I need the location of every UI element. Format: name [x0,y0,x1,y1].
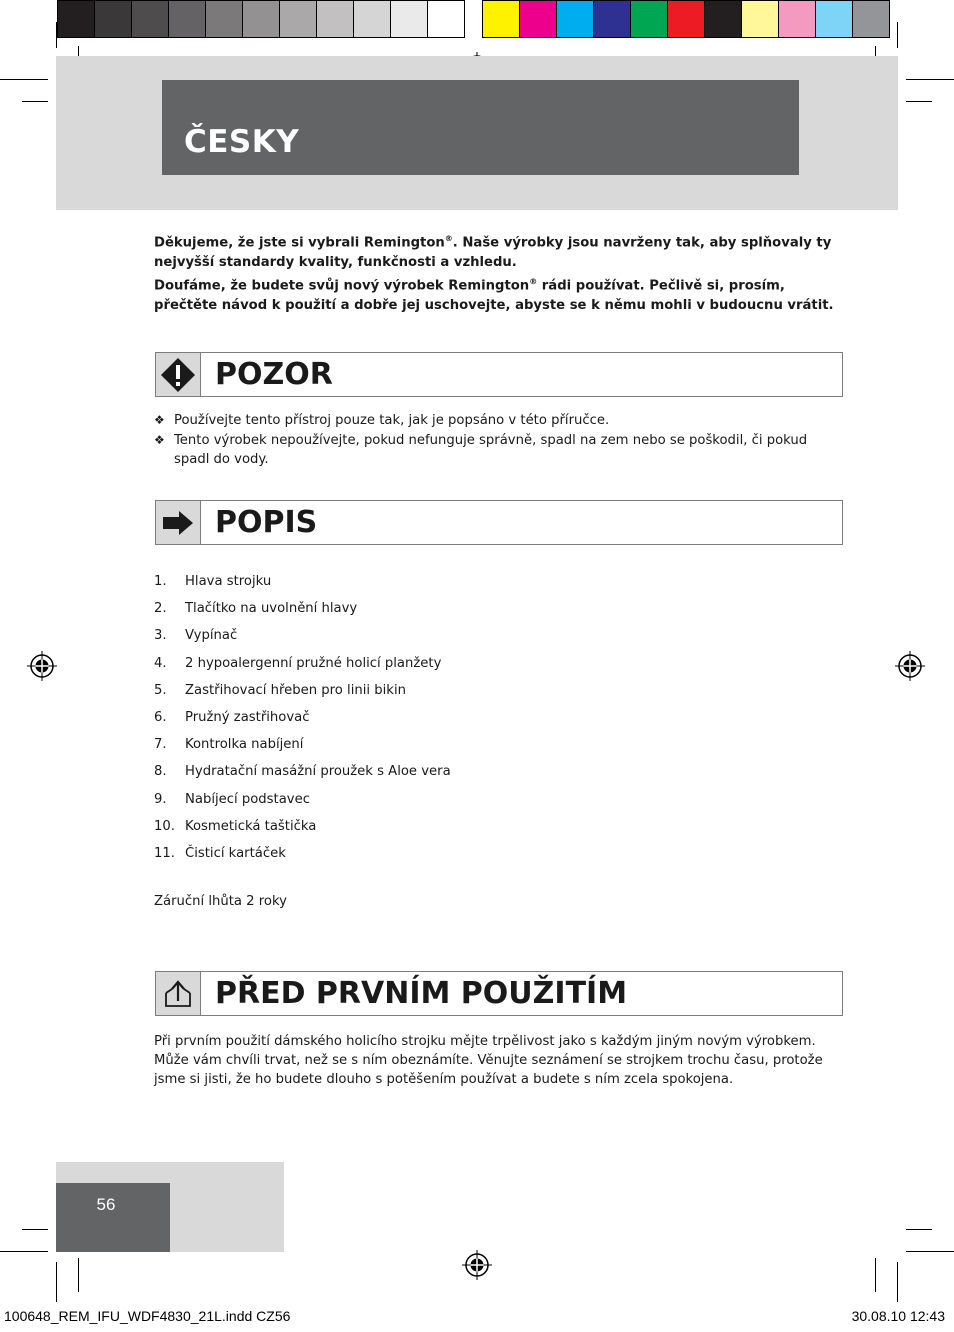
process-color-bar [482,0,890,38]
list-item-label: 2 hypoalergenní pružné holicí planžety [185,655,442,671]
list-item-label: Kosmetická taštička [185,818,317,834]
crop-mark [56,1262,57,1302]
arrow-right-icon [156,501,201,544]
color-swatch [243,1,280,37]
color-swatch [631,1,668,37]
list-item-number: 1. [154,574,167,590]
list-item [154,758,451,785]
list-item [154,786,451,813]
intro-line2b: rádi používat. Pečlivě si, prosím, přečtěte návod k použití a dobře jej uschovejte, abyste se k němu mohli v budoucnu vrátit. [154,278,834,313]
list-item-label: Pružný zastřihovač [185,710,310,726]
color-swatch [391,1,428,37]
list-item-number: 7. [154,737,167,753]
page-title: ČESKY [184,124,300,160]
color-swatch [95,1,132,37]
color-swatch [668,1,705,37]
list-item [154,411,844,431]
list-item-number: 9. [154,791,167,807]
list-item [154,595,451,622]
list-item [154,813,451,840]
crop-mark [22,101,48,102]
color-swatch [520,1,557,37]
crop-mark [906,1229,932,1230]
list-item-label: Vypínač [185,628,238,644]
color-swatch [557,1,594,37]
color-swatch [58,1,95,37]
section-title: POPIS [215,505,318,540]
list-item-number: 11. [154,845,175,861]
color-swatch [317,1,354,37]
crop-mark [897,22,898,48]
page-number: 56 [96,1195,116,1214]
color-swatch [853,1,889,37]
intro-text [154,229,844,315]
section-description [155,500,843,545]
color-swatch [742,1,779,37]
registration-mark-icon [462,1250,492,1280]
crop-mark [906,1251,954,1252]
slug-filename: 100648_REM_IFU_WDF4830_21L.indd CZ56 [4,1308,291,1324]
list-item-number: 3. [154,628,167,644]
list-item-label: Hlava strojku [185,574,272,590]
color-swatch [816,1,853,37]
crop-mark [56,22,57,48]
crop-mark [906,79,954,80]
list-item-label: Hydratační masážní proužek s Aloe vera [185,764,451,780]
slug-date: 30.08.10 12:43 [851,1308,945,1324]
list-item-label: Zastřihovací hřeben pro linii bikin [185,682,406,698]
color-swatch [206,1,243,37]
list-item-label: Nabíjecí podstavec [185,791,310,807]
grayscale-color-bar [57,0,465,38]
list-item [154,568,451,595]
list-item-number: 6. [154,710,167,726]
list-item [154,840,451,867]
crop-mark [897,1262,898,1302]
registration-mark-icon [27,651,57,681]
crop-mark [0,1251,48,1252]
section-title: POZOR [215,357,333,392]
color-swatch [705,1,742,37]
list-item-number: 5. [154,682,167,698]
list-item-label: Čisticí kartáček [185,845,286,861]
color-swatch [594,1,631,37]
warning-text: Používejte tento přístroj pouze tak, jak je popsáno v této příručce. [174,413,610,428]
parts-list [154,568,451,867]
crop-mark [906,101,932,102]
first-use-text: Při prvním použití dámského holicího strojku mějte trpělivost jako s každým jiným novým výrobkem. Může vám chvíli trvat, než se s ním obeznámíte. Věnujte seznámení se strojkem trochu času, protože jsme si jisti, že ho budete dlouho s potěšením používat a budete s ním zcela spokojena. [154,1034,823,1088]
section-first-use [155,971,843,1016]
list-item [154,622,451,649]
warning-list [154,411,844,470]
intro-line1b: . Naše výrobky jsou navrženy tak, aby splňovaly ty nejvyšší standardy kvality, funkčnosti a vzhledu. [154,235,832,270]
list-item [154,704,451,731]
list-item-number: 8. [154,764,167,780]
list-item [154,431,844,470]
list-item-label: Tlačítko na uvolnění hlavy [185,601,358,617]
list-item [154,650,451,677]
intro-line1a: Děkujeme, že jste si vybrali Remington [154,235,445,251]
color-swatch [354,1,391,37]
registered-mark: ® [444,234,453,243]
crop-mark [0,79,48,80]
warning-text: Tento výrobek nepoužívejte, pokud nefunguje správně, spadl na zem nebo se poškodil, či pokud spadl do vody. [174,432,808,467]
list-item-number: 4. [154,655,167,671]
color-swatch [428,1,464,37]
list-item-label: Kontrolka nabíjení [185,737,304,753]
color-swatch [779,1,816,37]
color-swatch [483,1,520,37]
registration-mark-icon [895,651,925,681]
color-swatch [280,1,317,37]
warranty-text: Záruční lhůta 2 roky [154,894,287,909]
page-number-box [56,1183,170,1252]
list-item [154,677,451,704]
crop-mark [875,1258,876,1292]
registered-mark: ® [529,276,538,286]
exclamation-icon [156,353,201,396]
color-swatch [169,1,206,37]
crop-mark [22,1229,48,1230]
warning-bullet-icon: ❖ [154,432,165,447]
intro-line2a: Doufáme, že budete svůj nový výrobek Remington [154,278,530,294]
list-item-number: 2. [154,601,167,617]
section-title: PŘED PRVNÍM POUŽITÍM [215,976,628,1011]
section-warning [155,352,843,397]
warning-bullet-icon: ❖ [154,413,165,427]
list-item-number: 10. [154,818,175,834]
color-swatch [132,1,169,37]
list-item [154,731,451,758]
crop-mark [78,1258,79,1292]
unbox-icon [156,972,201,1015]
